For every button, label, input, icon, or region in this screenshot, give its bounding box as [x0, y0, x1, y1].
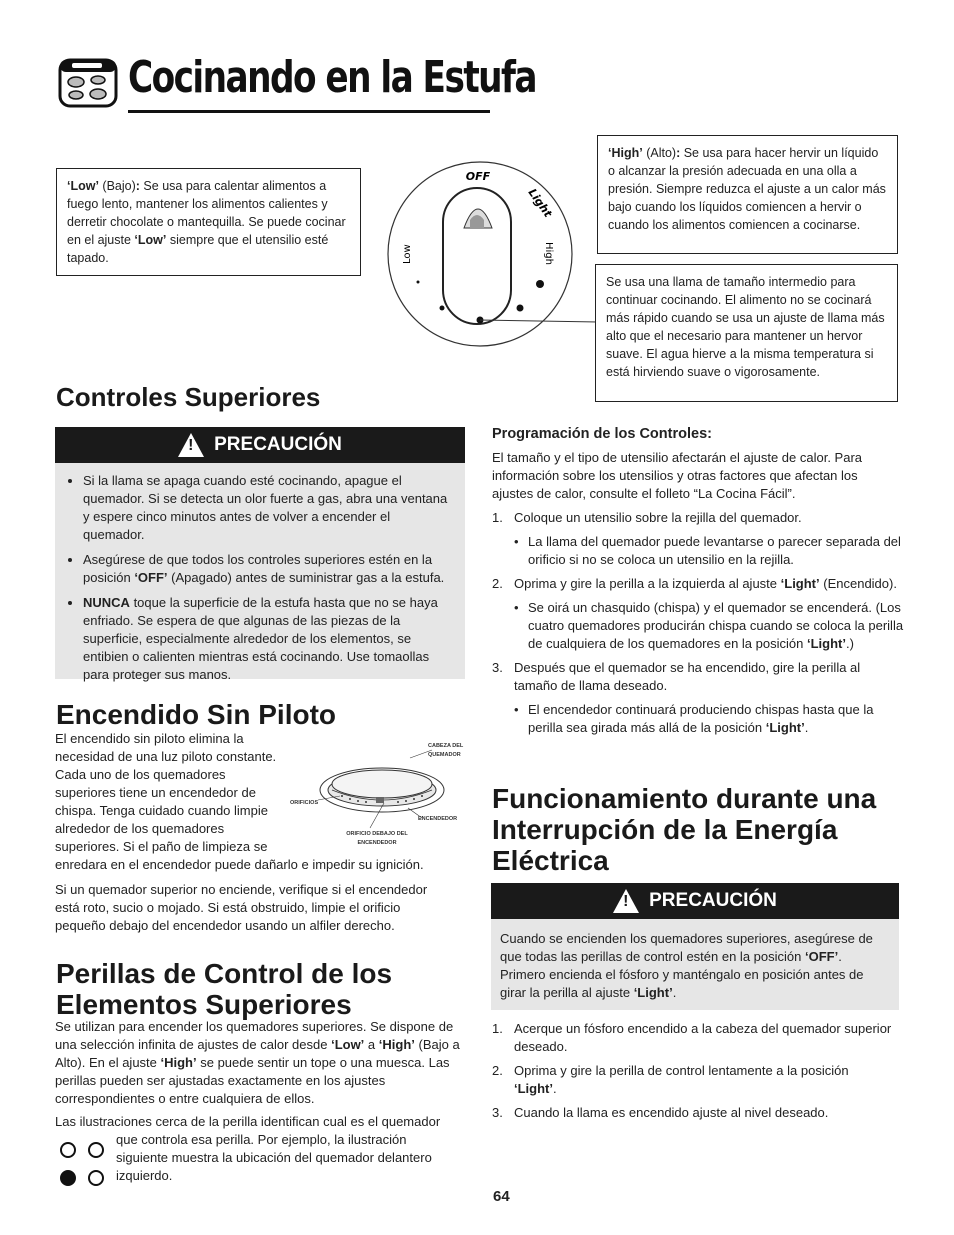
- title-underline: [128, 110, 490, 113]
- perillas-para2-line1: Las ilustraciones cerca de la perilla identifican cual es el quemador: [55, 1114, 441, 1129]
- dial-low-label: Low: [402, 244, 413, 264]
- label-cabeza: CABEZA DEL QUEMADOR: [428, 743, 464, 758]
- list-item: • Se oirá un chasquido (chispa) y el quemador se encenderá. (Los cuatro quemadores producirán chispa cuando se coloca la perilla de cualquiera de los quemadores en la posición ‘Light’.): [514, 600, 904, 651]
- caution-bar-controles: [55, 427, 465, 463]
- low-callout: ‘Low’ (Bajo): Se usa para calentar alimentos a fuego lento, mantener los alimentos calientes y derretir chocolate o mantequilla. Se puede cocinar en el ajuste ‘Low’ siempre que el utensilio esté tapado.: [56, 168, 361, 276]
- label-orificios: ORIFICIOS: [290, 800, 319, 806]
- list-item: 1. Coloque un utensilio sobre la rejilla del quemador.: [492, 510, 802, 525]
- list-item: 3. Cuando la llama es encendido ajuste al nivel deseado.: [492, 1105, 829, 1120]
- caution-label: PRECAUCIÓN: [214, 434, 342, 455]
- page-number: 64: [493, 1188, 510, 1205]
- caution-body-controles: [55, 463, 465, 682]
- list-item: 2. Oprima y gire la perilla a la izquierda al ajuste ‘Light’ (Encendido).: [492, 576, 897, 591]
- funcionamiento-steps: [492, 1020, 892, 1128]
- warning-icon: !: [613, 889, 639, 913]
- caution-item: • NUNCA toque la superficie de la estufa hasta que no se haya enfriado. Se espera de que algunas de las piezas de la superficie, especialmente alrededor de los elementos, se entibien o calienten mientras está cocinando. Use tomaollas para proteger sus manos.: [83, 594, 453, 684]
- high-callout: ‘High’ (Alto): Se usa para hacer hervir un líquido o alcanzar la presión adecuada en una olla a presión. Siempre reduzca el ajuste a un calor más bajo cuando los líquidos comiencen a hervir o cuando los alimentos comiencen a cocinarse.: [597, 135, 898, 254]
- burner-location-icon: [58, 1140, 106, 1188]
- programacion-steps: [492, 509, 904, 743]
- list-item: • La llama del quemador puede levantarse o parecer separada del orificio si no se coloca un utensilio en la rejilla.: [514, 534, 901, 567]
- encendido-heading: Encendido Sin Piloto: [56, 699, 336, 730]
- caution-item: • Asegúrese de que todos los controles superiores estén en la posición ‘OFF’ (Apagado) antes de suministrar gas a la estufa.: [83, 551, 453, 587]
- list-item: 2. Oprima y gire la perilla de control lentamente a la posición ‘Light’.: [492, 1063, 849, 1096]
- dial-off-label: OFF: [465, 170, 491, 183]
- perillas-para1: Se utilizan para encender los quemadores superiores. Se dispone de una selección infinita de ajustes de calor desde ‘Low’ a ‘High’ (Bajo a Alto). En el ajuste ‘High’ se puede sentir un tope o una muesca. Las perillas pueden ser ajustadas exactamente en los ajustes correspondientes o entre cualquiera de ellos.: [55, 1019, 460, 1106]
- controles-heading: Controles Superiores: [56, 382, 321, 412]
- label-encendedor: ENCENDEDOR: [418, 816, 458, 822]
- stove-icon: [58, 58, 118, 108]
- control-knob-diagram: [380, 150, 600, 370]
- funcionamiento-heading: Funcionamiento durante una Interrupción de la Energía Eléctrica: [492, 783, 877, 876]
- encendido-para1: El encendido sin piloto elimina la necesidad de una luz piloto constante. Cada uno de los quemadores superiores tiene un encendedor de chispa. Tenga cuidado cuando limpie alrededor de los quemadores superiores. Si el paño de limpieza se enredara en el encendedor puede dañarlo e impedir su ignición.: [55, 731, 424, 872]
- medium-callout: Se usa una llama de tamaño intermedio para continuar cocinando. El alimento no se cocinará más rápido cuando se usa un ajuste de llama más alto que el necesario para mantener un hervor suave. El agua hierve a la misma temperatura si está hirviendo suave o vigorosamente.: [595, 264, 898, 402]
- list-item: 1. Acerque un fósforo encendido a la cabeza del quemador superior deseado.: [492, 1021, 892, 1054]
- label-orificio-debajo: ORIFICIO DEBAJO DEL ENCENDEDOR: [346, 831, 408, 846]
- caution-item: • Si la llama se apaga cuando esté cocinando, apague el quemador. Si se detecta un olor fuerte a gas, abra una ventana y espere cinco minutos antes de volver a encender el quemador.: [83, 472, 453, 544]
- dial-light-label: Light: [525, 186, 555, 220]
- caution-body-funcionamiento: Cuando se encienden los quemadores superiores, asegúrese de que todas las perillas de control estén en la posición ‘OFF’. Primero encienda el fósforo y manténgalo en posición antes de girar la perilla al ajuste ‘Light’.: [491, 919, 899, 1010]
- programacion-intro: El tamaño y el tipo de utensilio afectarán el ajuste de calor. Para información sobre los utensilios y otras factores que afectan los ajustes de calor, consulte el folleto “La Cocina Fácil”.: [492, 450, 862, 501]
- page-title: Cocinando en la Estufa: [128, 52, 537, 103]
- dial-high-label: High: [543, 242, 554, 265]
- perillas-para2: que controla esa perilla. Por ejemplo, la ilustración siguiente muestra la ubicación del quemador delantero izquierdo.: [116, 1132, 432, 1183]
- perillas-heading: Perillas de Control de los Elementos Superiores: [56, 958, 393, 1020]
- caution-label: PRECAUCIÓN: [649, 890, 777, 911]
- list-item: • El encendedor continuará produciendo chispas hasta que la perilla sea girada más allá de la posición ‘Light’.: [514, 702, 874, 735]
- encendido-para2: Si un quemador superior no enciende, verifique si el encendedor está roto, sucio o mojado. Si está obstruido, limpie el orificio pequeño debajo del encendedor usando un alfiler derecho.: [55, 882, 428, 933]
- list-item: 3. Después que el quemador se ha encendido, gire la perilla al tamaño de llama deseado.: [492, 660, 861, 693]
- warning-icon: !: [178, 433, 204, 457]
- programacion-heading: Programación de los Controles:: [492, 426, 712, 442]
- burner-diagram: [290, 738, 465, 848]
- caution-bar-funcionamiento: [491, 883, 899, 919]
